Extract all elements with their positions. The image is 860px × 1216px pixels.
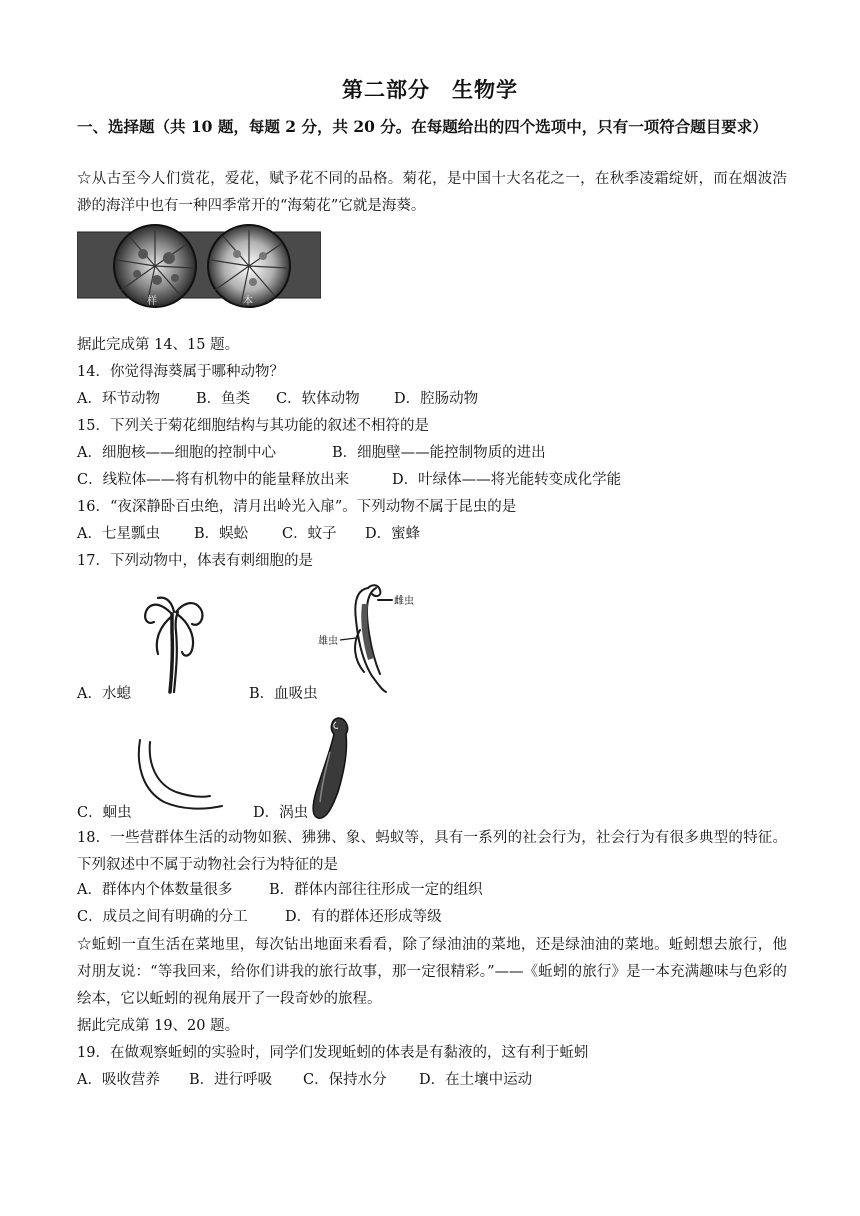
- q15-option-c[interactable]: C．线粒体——将有机物中的能量释放出来: [77, 472, 350, 488]
- q19-option-c[interactable]: C．保持水分: [303, 1072, 387, 1088]
- question-14-stem: 14．你觉得海葵属于哪种动物？: [77, 364, 284, 380]
- q16-option-c[interactable]: C．蚊子: [282, 526, 337, 542]
- q19-option-d[interactable]: D．在土壤中运动: [419, 1072, 533, 1088]
- q15-option-d[interactable]: D．叶绿体——将光能转变成化学能: [392, 472, 622, 488]
- sea-anemone-photo: [77, 224, 321, 308]
- q19-option-b[interactable]: B．进行呼吸: [189, 1072, 273, 1088]
- q14-option-d[interactable]: D．腔肠动物: [394, 391, 479, 407]
- q14-option-c[interactable]: C．软体动物: [276, 391, 360, 407]
- q14-option-b[interactable]: B．鱼类: [196, 391, 251, 407]
- q16-option-d[interactable]: D．蜜蜂: [365, 526, 421, 542]
- photo-label-left: 样: [147, 296, 157, 307]
- intro-1-tail: 据此完成第 14、15 题。: [77, 337, 240, 353]
- intro-2-tail: 据此完成第 19、20 题。: [77, 1018, 240, 1034]
- q17-option-a[interactable]: A．水螅: [77, 686, 131, 702]
- question-18-stem: 18．一些营群体生活的动物如猴、狒狒、象、蚂蚁等，具有一系列的社会行为，社会行为有很多典型的特征。下列叙述中不属于动物社会行为特征的是: [77, 830, 787, 873]
- question-17-stem: 17．下列动物中，体表有刺细胞的是: [77, 553, 313, 569]
- section-header: 一、选择题（共 10 题，每题 2 分，共 20 分。在每题给出的四个选项中，只有一项符合题目要求）: [77, 117, 768, 136]
- title-part: 第二部分: [342, 77, 430, 102]
- question-19-stem: 19．在做观察蚯蚓的实验时，同学们发现蚯蚓的体表是有黏液的，这有利于蚯蚓: [77, 1045, 589, 1061]
- hydra-figure: [132, 592, 212, 694]
- planarian-figure: [300, 712, 370, 824]
- question-15-stem: 15．下列关于菊花细胞结构与其功能的叙述不相符的是: [77, 418, 429, 434]
- q16-option-b[interactable]: B．蜈蚣: [194, 526, 249, 542]
- q18-option-d[interactable]: D．有的群体还形成等级: [285, 909, 442, 925]
- q17-option-d[interactable]: D．涡虫: [253, 805, 309, 821]
- q18-option-b[interactable]: B．群体内部往往形成一定的组织: [269, 882, 483, 898]
- question-18-options-row1: [77, 880, 483, 900]
- q16-option-a[interactable]: A．七星瓢虫: [77, 526, 160, 542]
- blood-fluke-figure: [316, 580, 416, 698]
- title-subject: 生物学: [452, 77, 518, 102]
- q17-option-c[interactable]: C．蛔虫: [77, 805, 132, 821]
- intro-paragraph-1: ☆从古至今人们赏花，爱花，赋予花不同的品格。菊花，是中国十大名花之一，在秋季凌霜绽妍，而在烟波浩渺的海洋中也有一种四季常开的“海菊花”它就是海葵。: [77, 171, 787, 214]
- question-15-options-row1: [77, 443, 546, 463]
- q15-option-a[interactable]: A．细胞核——细胞的控制中心: [77, 445, 276, 461]
- question-16-options: [77, 524, 420, 544]
- q14-option-a[interactable]: A．环节动物: [77, 391, 160, 407]
- page-title: [0, 74, 860, 104]
- question-16-stem: 16．“夜深静卧百虫绝，清月出岭光入扉”。下列动物不属于昆虫的是: [77, 499, 517, 515]
- photo-label-right: 本: [243, 296, 253, 307]
- q18-option-c[interactable]: C．成员之间有明确的分工: [77, 909, 248, 925]
- q18-option-a[interactable]: A．群体内个体数量很多: [77, 882, 233, 898]
- question-14-options: [77, 389, 478, 409]
- question-15-options-row2: [77, 470, 621, 490]
- q17-option-b[interactable]: B．血吸虫: [249, 686, 318, 702]
- q15-option-b[interactable]: B．细胞壁——能控制物质的进出: [332, 445, 546, 461]
- roundworm-figure: [130, 734, 230, 814]
- fluke-label-male: 雄虫: [318, 636, 338, 647]
- fluke-label-female: 雌虫: [394, 596, 414, 607]
- question-19-options: [77, 1070, 532, 1090]
- question-18-options-row2: [77, 907, 442, 927]
- q19-option-a[interactable]: A．吸收营养: [77, 1072, 160, 1088]
- intro-paragraph-2: ☆蚯蚓一直生活在菜地里，每次钻出地面来看看，除了绿油油的菜地，还是绿油油的菜地。蚯蚓想去旅行，他对朋友说：“等我回来，给你们讲我的旅行故事，那一定很精彩。”——《蚯蚓的旅行》是一本充满趣味与色彩的绘本，它以蚯蚓的视角展开了一段奇妙的旅程。: [77, 937, 787, 1007]
